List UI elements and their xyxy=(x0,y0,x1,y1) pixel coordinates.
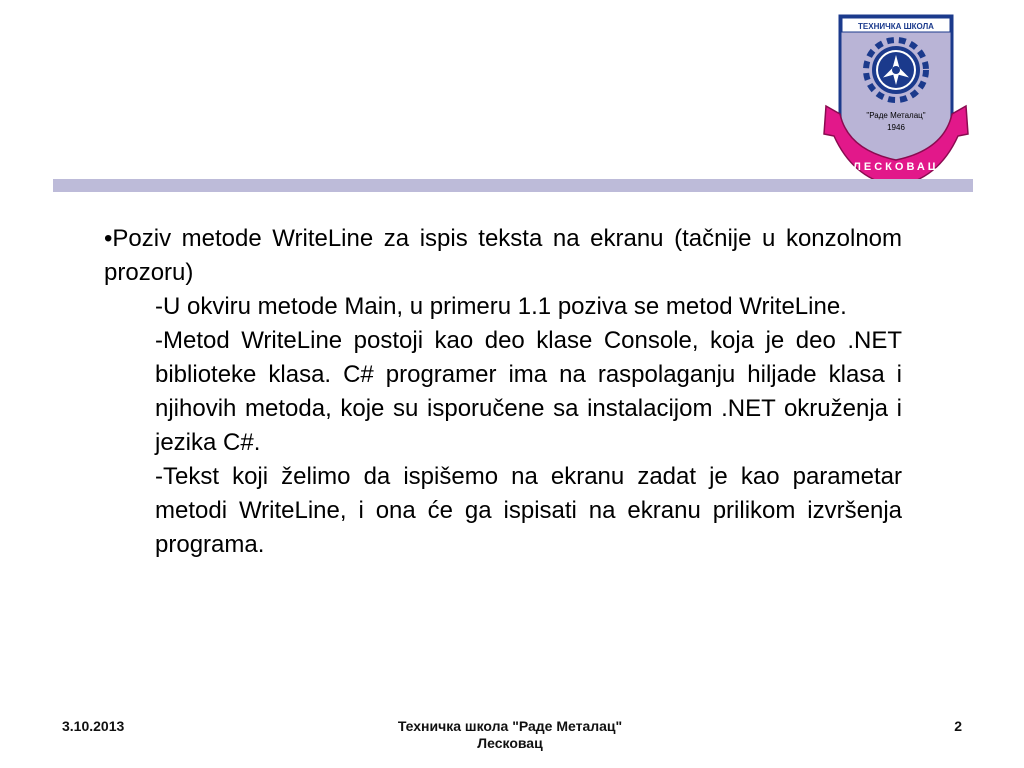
sub-item-main-call: -U okviru metode Main, u primeru 1.1 poziva se metod WriteLine. xyxy=(155,293,847,320)
logo-ribbon-text: ЛЕСКОВАЦ xyxy=(853,161,939,173)
footer-school-line2: Лесковац xyxy=(477,735,543,751)
school-logo xyxy=(818,10,974,190)
footer-page-number: 2 xyxy=(954,718,962,734)
sub-item-console-class: -Metod WriteLine postoji kao deo klase Console, koja je deo .NET biblioteke klasa. C# programer ima na raspolaganju hiljade klasa i njihovih metoda, koje su isporučene sa instalacijom .NET okruženja i jezika C#. xyxy=(155,327,902,456)
main-bullet-text: •Poziv metode WriteLine za ispis teksta na ekranu (tačnije u konzolnom prozoru) xyxy=(104,225,902,286)
logo-middle-text: "Раде Металац" xyxy=(866,111,926,120)
school-crest-icon xyxy=(818,10,974,190)
logo-top-text: ТЕХНИЧКА ШКОЛА xyxy=(858,22,934,31)
slide-body xyxy=(104,222,902,562)
logo-year: 1946 xyxy=(887,123,905,132)
sub-item-parameter: -Tekst koji želimo da ispišemo na ekranu zadat je kao parametar metodi WriteLine, i ona će ga ispisati na ekranu prilikom izvršenja programa. xyxy=(155,463,902,558)
footer-school-name xyxy=(310,718,710,752)
header-divider xyxy=(53,179,973,192)
footer-school-line1: Техничка школа "Раде Металац" xyxy=(397,718,623,734)
footer-date: 3.10.2013 xyxy=(62,718,125,734)
